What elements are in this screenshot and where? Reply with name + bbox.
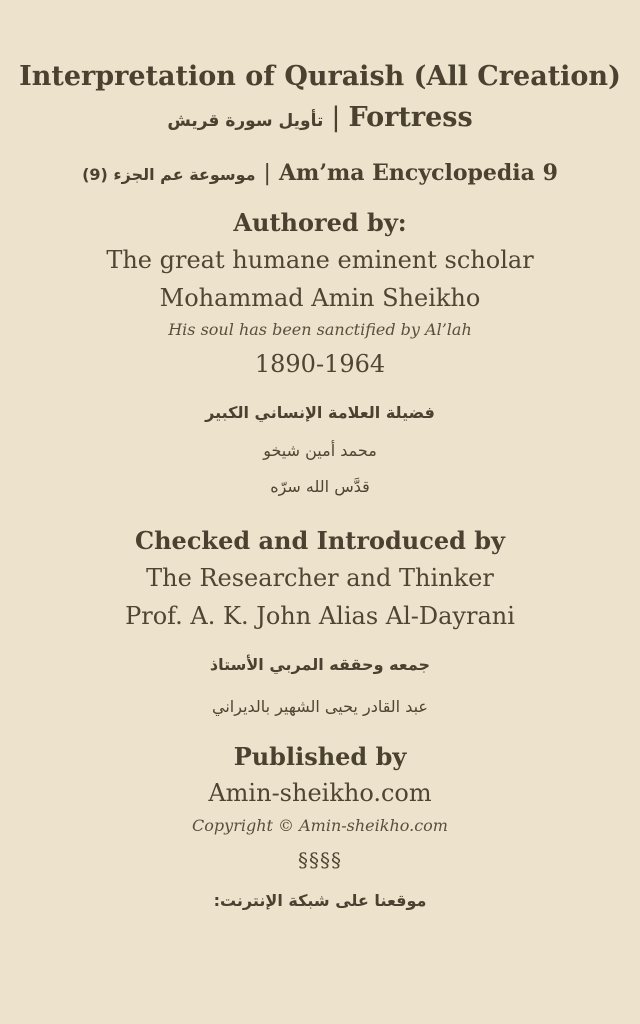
authored-by-heading: Authored by:: [233, 208, 407, 237]
copyright-notice: Copyright © Amin-sheikho.com: [192, 816, 448, 835]
author-arabic-blessing: قدَّس الله سرّه: [270, 477, 370, 496]
checker-arabic-title: جمعه وحققه المربي الأستاذ: [209, 655, 431, 674]
series-separator: |: [263, 161, 271, 186]
author-arabic-title: فضيلة العلامة الإنساني الكبير: [205, 403, 435, 422]
series-english: Am’ma Encyclopedia 9: [278, 160, 558, 186]
author-name: Mohammad Amin Sheikho: [159, 284, 481, 312]
checker-description: The Researcher and Thinker: [146, 564, 494, 592]
published-by-heading: Published by: [233, 742, 407, 771]
online-site-arabic: موقعنا على شبكة الإنترنت:: [213, 891, 427, 910]
subtitle-english: Fortress: [348, 102, 473, 133]
section-ornament: §§§§: [298, 848, 342, 872]
book-title: Interpretation of Quraish (All Creation): [19, 61, 621, 92]
subtitle-separator: |: [331, 102, 341, 133]
author-years: 1890-1964: [254, 350, 386, 378]
subtitle-arabic: تأويل سورة قريش: [167, 111, 324, 131]
author-arabic-name: محمد أمين شيخو: [263, 441, 377, 460]
checker-name: Prof. A. K. John Alias Al-Dayrani: [125, 602, 515, 630]
author-blessing: His soul has been sanctified by Al’lah: [168, 320, 472, 339]
checker-arabic-name: عبد القادر يحيى الشهير بالديراني: [212, 697, 428, 716]
checked-by-heading: Checked and Introduced by: [135, 526, 505, 555]
subtitle-row: [0, 96, 640, 143]
website-link[interactable]: Amin-sheikho.com: [208, 779, 432, 807]
series-row: [0, 153, 640, 195]
author-description: The great humane eminent scholar: [106, 246, 534, 274]
series-arabic: موسوعة عم الجزء (9): [82, 165, 256, 184]
